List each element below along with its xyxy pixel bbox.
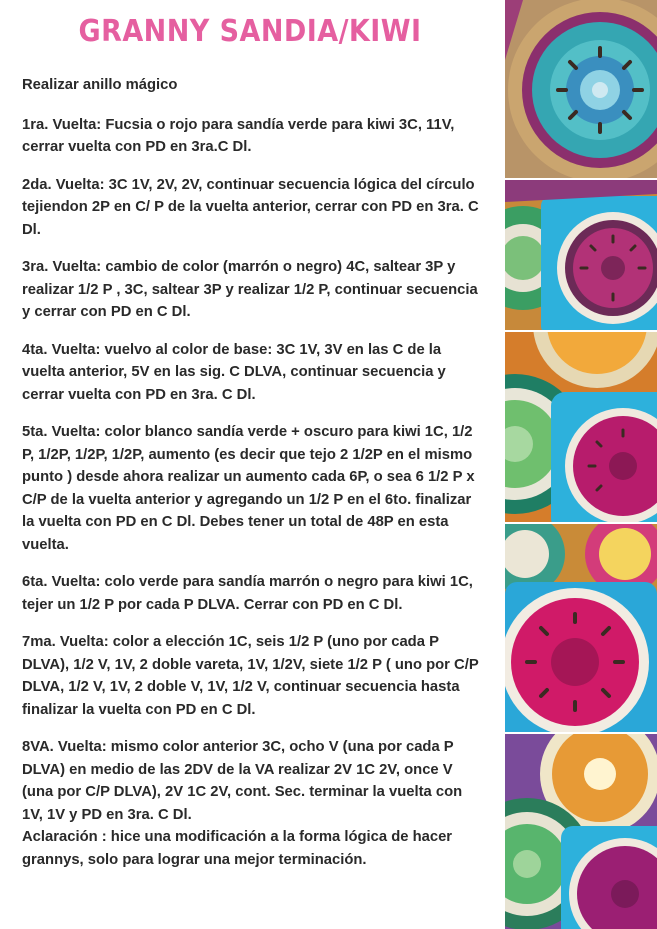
step-5: 5ta. Vuelta: color blanco sandía verde + oscuro para kiwi 1C, 1/2 P, 1/2P, 1/2P, 1/2P, aumento (es decir que tejo 2 1/2P en el mismo punto ) desde ahora realizar un aumento cada 6P, o sea 6 1/2 P x C/P de la vuelta anterior y agregando un 1/2 P en el 6to. finalizar la vuelta con PD en C Dl. Debes tener un total de 48P en esta vuelta. <box>22 424 475 553</box>
clarification-note: Aclaración : hice una modificación a la forma lógica de hacer grannys, solo para lograr una mejor terminación. <box>22 829 453 868</box>
step-4: 4ta. Vuelta: vuelvo al color de base: 3C 1V, 3V en las C de la vuelta anterior, 5V en las sig. C DLVA, continuar secuencia y cerrar vuelta con PD en 3ra. C Dl. <box>22 341 446 403</box>
granny-photo-5 <box>505 734 657 929</box>
page-title: GRANNY SANDIA/KIWI <box>78 14 422 49</box>
step-3: 3ra. Vuelta: cambio de color (marrón o negro) 4C, saltear 3P y realizar 1/2 P , 3C, saltear 3P y realizar 1/2 P, continuar secuencia y cerrar con PD en C Dl. <box>22 259 478 320</box>
pattern-instructions <box>22 74 484 886</box>
step-1: 1ra. Vuelta: Fucsia o rojo para sandía verde para kiwi 3C, 11V, cerrar vuelta con PD en 3ra.C Dl. <box>22 116 455 155</box>
step-2: 2da. Vuelta: 3C 1V, 2V, 2V, continuar secuencia lógica del círculo tejiendon 2P en C/ P de la vuelta anterior, cerrar con PD en 3ra. C Dl. <box>22 176 479 238</box>
step-7: 7ma. Vuelta: color a elección 1C, seis 1/2 P (uno por cada P DLVA), 1/2 V, 1V, 2 doble vareta, 1V, 1/2V, siete 1/2 P ( uno por C/P DLVA, 1/2 V, 1V, 2 doble V, 1V, 1/2 V, continuar secuencia hasta finalizar la vuelta con PD en C Dl. <box>22 634 479 718</box>
granny-photo-3 <box>505 332 657 522</box>
step-8: 8VA. Vuelta: mismo color anterior 3C, ocho V (una por cada P DLVA) en medio de las 2DV de la VA realizar 2V 1C 2V, once V (una por C/P DLVA), 2V 1C 2V, cont. Sec. terminar la vuelta con 1V, 1V y PD en 3ra. C Dl. <box>22 739 463 823</box>
photo-strip <box>505 0 657 929</box>
granny-photo-2 <box>505 180 657 330</box>
step-6: 6ta. Vuelta: colo verde para sandía marrón o negro para kiwi 1C, tejer un 1/2 P por cada P DLVA. Cerrar con PD en C Dl. <box>22 574 473 613</box>
granny-photo-1 <box>505 0 657 178</box>
granny-photo-4 <box>505 524 657 732</box>
intro-line: Realizar anillo mágico <box>22 77 178 93</box>
